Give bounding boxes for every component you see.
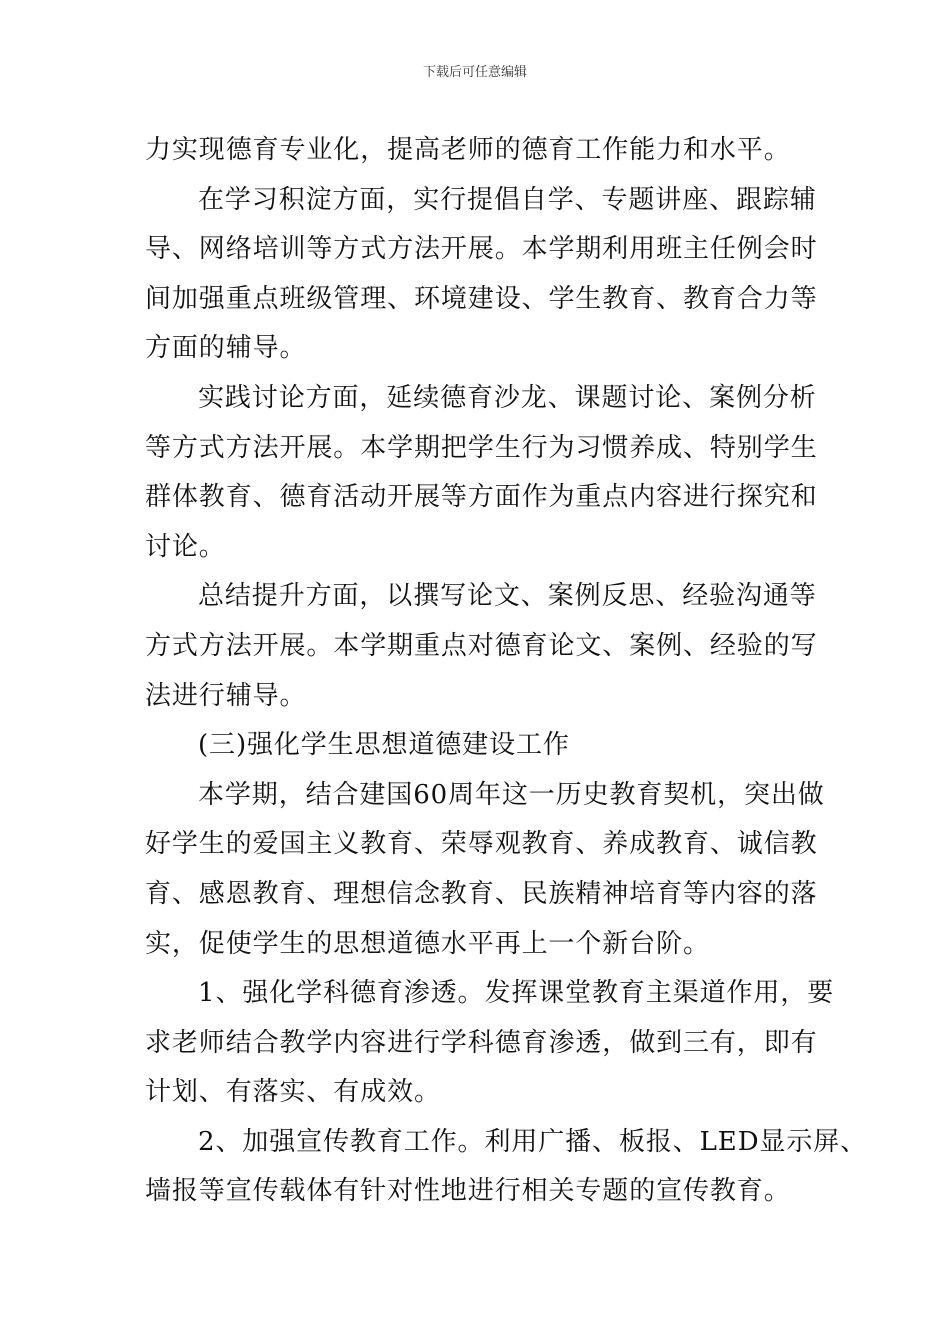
text-line: 本学期，结合建国60周年这一历史教育契机，突出做 (198, 779, 825, 810)
text-line: 方面的辅导。 (145, 333, 307, 364)
text-line: 墙报等宣传载体有针对性地进行相关专题的宣传教育。 (145, 1176, 791, 1207)
text-line: 间加强重点班级管理、环境建设、学生教育、教育合力等 (145, 283, 818, 314)
text-line: 求老师结合教学内容进行学科德育渗透，做到三有，即有 (145, 1027, 818, 1058)
text-line: 在学习积淀方面，实行提倡自学、专题讲座、跟踪辅 (198, 184, 817, 215)
text-line: 总结提升方面，以撰写论文、案例反思、经验沟通等 (198, 581, 817, 612)
text-line: 育、感恩教育、理想信念教育、民族精神培育等内容的落 (145, 878, 818, 909)
page-header: 下载后可任意编辑 (422, 65, 527, 80)
text-line: 群体教育、德育活动开展等方面作为重点内容进行探究和 (145, 482, 818, 513)
text-line: 好学生的爱国主义教育、荣辱观教育、养成教育、诚信教 (145, 829, 818, 860)
text-line: 1、强化学科德育渗透。发挥课堂教育主渠道作用，要 (198, 978, 835, 1009)
text-line: 法进行辅导。 (145, 680, 307, 711)
text-line: 方式方法开展。本学期重点对德育论文、案例、经验的写 (145, 630, 818, 661)
text-line: 导、网络培训等方式方法开展。本学期利用班主任例会时 (145, 234, 818, 265)
text-line: 实践讨论方面，延续德育沙龙、课题讨论、案例分析 (198, 382, 817, 413)
text-line: 等方式方法开展。本学期把学生行为习惯养成、特别学生 (145, 432, 818, 463)
document-body (145, 126, 868, 1217)
text-line: 计划、有落实、有成效。 (145, 1077, 441, 1108)
text-line: 实，促使学生的思想道德水平再上一个新台阶。 (145, 928, 710, 959)
section-heading: (三)强化学生思想道德建设工作 (198, 730, 570, 761)
text-line: 讨论。 (145, 531, 226, 562)
text-line: 2、加强宣传教育工作。利用广播、板报、LED显示屏、 (198, 1126, 868, 1157)
text-line: 力实现德育专业化，提高老师的德育工作能力和水平。 (145, 135, 791, 165)
